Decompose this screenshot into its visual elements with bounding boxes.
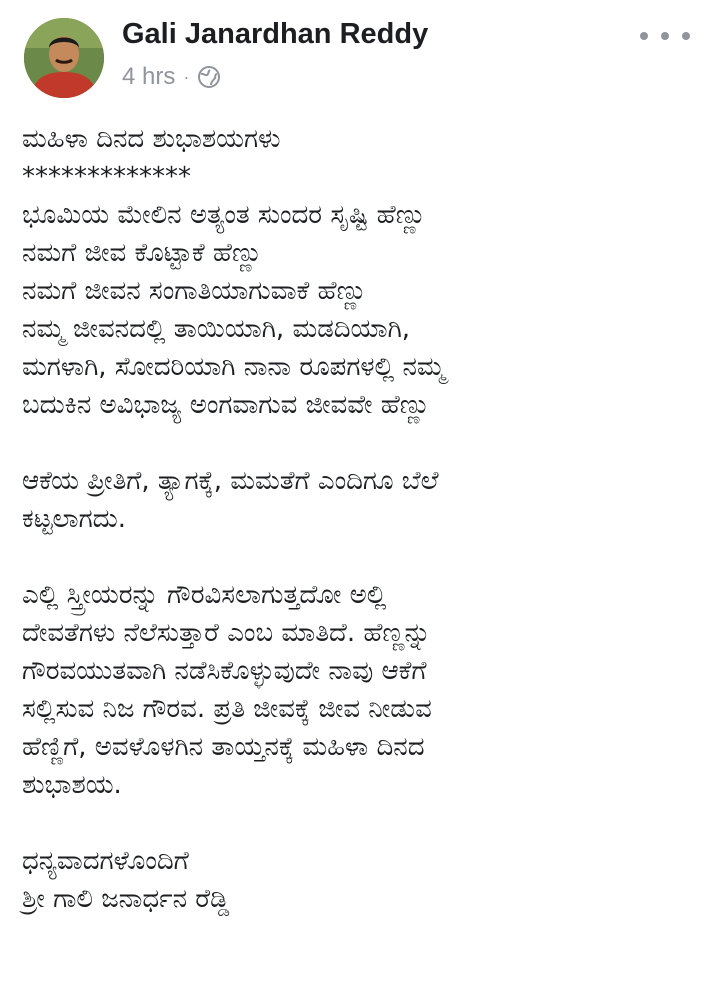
body-line: ಬದುಕಿನ ಅವಿಭಾಜ್ಯ ಅಂಗವಾಗುವ ಜೀವವೇ ಹೆಣ್ಣು [22,390,431,420]
body-line: ಕಟ್ಟಲಾಗದು. [22,504,126,534]
body-line: ಮಗಳಾಗಿ, ಸೋದರಿಯಾಗಿ ನಾನಾ ರೂಪಗಳಲ್ಲಿ ನಮ್ಮ [22,352,446,382]
more-dot [682,32,690,40]
post-timestamp[interactable]: 4 hrs [122,63,176,90]
body-line: ಹೆಣ್ಣಿಗೆ, ಅವಳೊಳಗಿನ ತಾಯ್ತನಕ್ಕೆ ಮಹಿಳಾ ದಿನದ [22,732,425,762]
author-avatar[interactable] [24,18,104,98]
body-line: ಶುಭಾಶಯ. [22,770,122,800]
paragraph-gap [22,804,702,842]
post-header [0,0,719,110]
body-line: ಎಲ್ಲಿ ಸ್ತ್ರೀಯರನ್ನು ಗೌರವಿಸಲಾಗುತ್ತದೋ ಅಲ್ಲಿ [22,580,387,610]
body-line: ನಮ್ಮ ಜೀವನದಲ್ಲಿ ತಾಯಿಯಾಗಿ, ಮಡದಿಯಾಗಿ, [22,314,411,344]
more-options-icon[interactable] [640,26,690,46]
post-divider: ************* [22,162,191,192]
post-meta [122,62,221,92]
body-line: ಆಕೆಯ ಪ್ರೀತಿಗೆ, ತ್ಯಾಗಕ್ಕೆ, ಮಮತೆಗೆ ಎಂದಿಗೂ ಬೆಲೆ [22,466,439,496]
closing-line: ಧನ್ಯವಾದಗಳೊಂದಿಗೆ [22,846,189,876]
body-line: ದೇವತೆಗಳು ನೆಲೆಸುತ್ತಾರೆ ಎಂಬ ಮಾತಿದೆ. ಹೆಣ್ಣನ್ನು [22,618,431,648]
post-body [22,120,702,918]
body-line: ಸಲ್ಲಿಸುವ ನಿಜ ಗೌರವ. ಪ್ರತಿ ಜೀವಕ್ಕೆ ಜೀವ ನೀಡುವ [22,694,432,724]
globe-icon[interactable] [197,65,221,89]
body-line: ಭೂಮಿಯ ಮೇಲಿನ ಅತ್ಯಂತ ಸುಂದರ ಸೃಷ್ಟಿ ಹೆಣ್ಣು [22,200,427,230]
meta-separator: · [183,66,190,87]
body-line: ನಮಗೆ ಜೀವ ಕೊಟ್ಟಾಕೆ ಹೆಣ್ಣು [22,238,263,268]
signature-line: ಶ್ರೀ ಗಾಲಿ ಜನಾರ್ಧನ ರೆಡ್ಡಿ [22,884,230,914]
author-name[interactable]: Gali Janardhan Reddy [122,18,429,50]
post-title: ಮಹಿಳಾ ದಿನದ ಶುಭಾಶಯಗಳು [22,124,281,154]
avatar-photo-icon [24,18,104,98]
body-line: ಗೌರವಯುತವಾಗಿ ನಡೆಸಿಕೊಳ್ಳುವುದೇ ನಾವು ಆಕೆಗೆ [22,656,427,686]
more-dot [661,32,669,40]
more-dot [640,32,648,40]
paragraph-gap [22,538,702,576]
body-line: ನಮಗೆ ಜೀವನ ಸಂಗಾತಿಯಾಗುವಾಕೆ ಹೆಣ್ಣು [22,276,367,306]
paragraph-gap [22,424,702,462]
